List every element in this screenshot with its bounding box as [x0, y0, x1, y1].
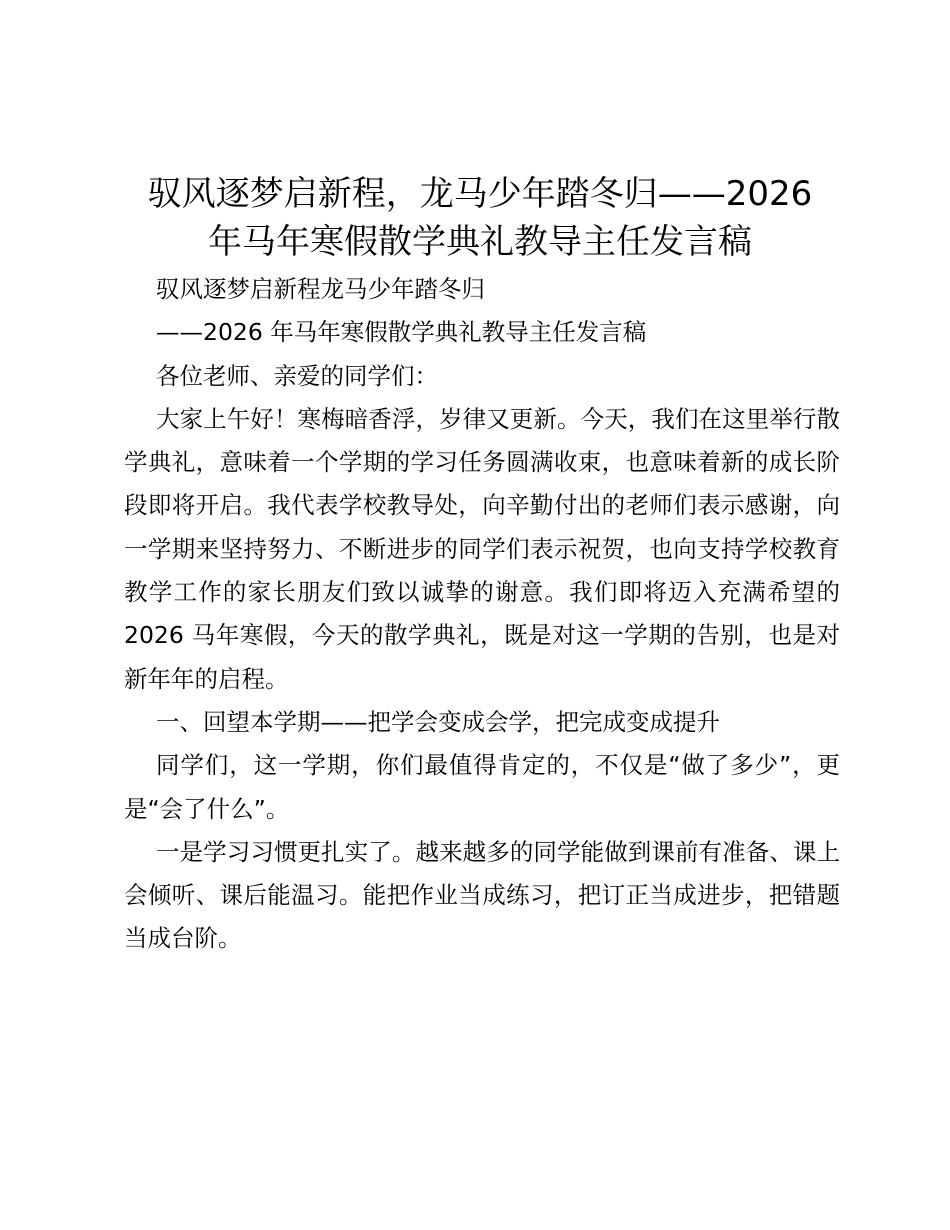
salutation: 各位老师、亲爱的同学们：: [156, 361, 438, 390]
paragraph-1: 大家上午好！寒梅暗香浮，岁律又更新。今天，我们在这里举行散学典礼，意味着一个学期的学习任务圆满收束，也意味着新的成长阶段即将开启。我代表学校教导处，向辛勤付出的老师们表示感谢，向一学期来坚持努力、不断进步的同学们表示祝贺，也向支持学校教育教学工作的家长朋友们致以诚挚的谢意。我们即将迈入充满希望的 2026 马年寒假，今天的散学典礼，既是对这一学期的告别，也是对新年年的启程。: [124, 404, 840, 693]
subtitle-line-2: ——2026 年马年寒假散学典礼教导主任发言稿: [156, 318, 647, 347]
title-line-2: 年马年寒假散学典礼教导主任发言稿: [208, 222, 752, 262]
paragraph-3: 一是学习习惯更扎实了。越来越多的同学能做到课前有准备、课上会倾听、课后能温习。能把作业当成练习，把订正当成进步，把错题当成台阶。: [124, 837, 840, 953]
title-line-1: 驭风逐梦启新程，龙马少年踏冬归——2026: [147, 174, 813, 214]
document-title: [120, 170, 840, 266]
paragraph-2: 同学们，这一学期，你们最值得肯定的，不仅是“做了多少”，更是“会了什么”。: [124, 751, 840, 823]
section-1-heading: 一、回望本学期——把学会变成会学，把完成变成提升: [156, 707, 720, 736]
subtitle-line-1: 驭风逐梦启新程龙马少年踏冬归: [156, 275, 485, 303]
document-body: [124, 268, 840, 961]
